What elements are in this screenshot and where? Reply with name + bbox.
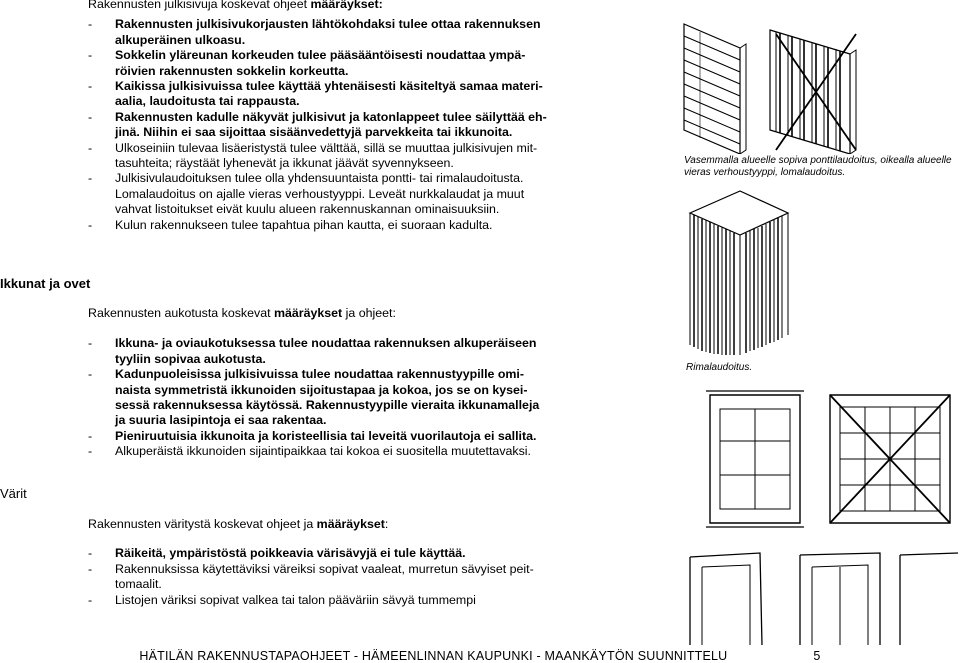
list-item-line: naista symmetristä ikkunoiden sijoitustapaa ja kokoa, jos se on kysei- (115, 382, 528, 397)
list-item-line: sessä rakennuksessa käytössä. Rakennustyypille vieraita ikkunamalleja (115, 398, 540, 413)
list-item (88, 593, 668, 608)
list-item (88, 429, 668, 444)
tongue-groove-cladding-sketch (684, 24, 746, 154)
list-item-line: alkuperäinen ulkoasu. (115, 32, 246, 47)
window-requirements-list (88, 336, 668, 459)
traditional-window-sketch (706, 391, 804, 527)
list-item (88, 110, 668, 141)
list-item-line: Listojen väriksi sopivat valkea tai talon pääväriin sävyä tummempi (115, 592, 476, 607)
bullet-dash: - (88, 79, 93, 94)
bullet-dash: - (88, 561, 93, 576)
bullet-dash: - (88, 592, 93, 607)
list-item-line: Alkuperäistä ikkunoiden sijaintipaikkaa tai kokoa ei suositella muutettavaksi. (115, 444, 531, 459)
bullet-dash: - (88, 109, 93, 124)
bullet-dash: - (88, 217, 93, 232)
list-item-line: tasuhteita; räystäät lyhenevät ja ikkunat jäävät syvennykseen. (115, 156, 454, 171)
bullet-dash: - (88, 428, 93, 443)
list-item-line: Kadunpuoleisissa julkisivuissa tulee noudattaa rakennustyypille omi- (115, 367, 525, 382)
list-item-line: Rakennusten kadulle näkyvät julkisivut ja katonlappeet tulee säilyttää eh- (115, 109, 547, 124)
list-item-line: tyyliin sopivaa aukotusta. (115, 351, 266, 366)
section-intro: Rakennusten väritystä koskevat ohjeet ja määräykset: (88, 517, 389, 531)
list-item (88, 141, 668, 172)
list-item-line: Julkisivulaudoituksen tulee olla yhdensuuntaista pontti- tai rimalaudoitusta. (115, 171, 524, 186)
list-item-line: Ikkuna- ja oviaukotuksessa tulee noudattaa rakennuksen alkuperäiseen (115, 336, 537, 351)
list-item-line: Lomalaudoitus on ajalle vieras verhoustyyppi. Leveät nurkkalaudat ja muut (115, 186, 525, 201)
list-item-line: Kulun rakennukseen tulee tapahtua pihan kautta, ei suoraan kadulta. (115, 217, 493, 232)
list-item-line: Pieniruutuisia ikkunoita ja koristeellisia tai leveitä vuorilautoja ei sallita. (115, 428, 537, 443)
bullet-dash: - (88, 48, 93, 63)
section-heading: Värit (0, 486, 27, 501)
section-intro: Rakennusten aukotusta koskevat määräykset ja ohjeet: (88, 306, 396, 320)
list-item-line: Ulkoseiniin tulevaa lisäeristystä tulee välttää, sillä se muuttaa julkisivujen mit- (115, 140, 538, 155)
bullet-dash: - (88, 367, 93, 382)
section-heading: Ikkunat ja ovet (0, 276, 91, 291)
list-item-line: jinä. Niihin ei saa sijoittaa sisäänvedettyjä parvekkeita tai ikkunoita. (115, 125, 513, 140)
list-item (88, 79, 668, 110)
list-item-line: Kaikissa julkisivuissa tulee käyttää yhtenäisesti käsiteltyä samaa materi- (115, 79, 543, 94)
bullet-dash: - (88, 444, 93, 459)
page-footer: HÄTILÄN RAKENNUSTAPAOHJEET - HÄMEENLINNAN KAUPUNKI - MAANKÄYTÖN SUUNNITTELU 5 (139, 649, 821, 663)
list-item-line: röivien rakennusten sokkelin korkeutta. (115, 63, 349, 78)
bullet-dash: - (88, 171, 93, 186)
list-item (88, 444, 668, 459)
list-item-line: Rakennusten julkisivukorjausten lähtökohdaksi tulee ottaa rakennuksen (115, 17, 541, 32)
list-item-line: ja suuria lasipintoja ei saa rakentaa. (115, 413, 327, 428)
list-item-line: aalia, laudoitusta tai rappausta. (115, 94, 300, 109)
figure-caption: Rimalaudoitus. (686, 362, 753, 373)
list-item-line: Sokkelin yläreunan korkeuden tulee pääsääntöisesti noudattaa ympä- (115, 48, 526, 63)
window-comparison-illustration (680, 385, 960, 645)
bullet-dash: - (88, 546, 93, 561)
list-item (88, 367, 668, 429)
section-windows (88, 306, 668, 460)
list-item-line: Rakennuksissa käytettäviksi väreiksi sopivat vaaleat, murretun sävyiset peit- (115, 561, 534, 576)
list-item (88, 336, 668, 367)
section-colors (88, 517, 668, 608)
list-item-line: vahvat listoitukset eivät kuulu alueen rakennuskannan ominaisuuksiin. (115, 202, 500, 217)
bullet-dash: - (88, 140, 93, 155)
list-item-line: Räikeitä, ympäristöstä poikkeavia värisävyjä ei tule käyttää. (115, 546, 466, 561)
list-item (88, 17, 668, 48)
figure-caption: Vasemmalla alueelle sopiva ponttilaudoitus, oikealla alueelle vieras verhoustyyppi, lomalaudoitus. (684, 155, 952, 178)
section-intro: Rakennusten julkisivuja koskevat ohjeet määräykset: (88, 0, 383, 11)
list-item (88, 48, 668, 79)
bullet-dash: - (88, 336, 93, 351)
list-item (88, 562, 668, 593)
list-item (88, 218, 668, 233)
section-facades (88, 0, 668, 233)
list-item-line: tomaalit. (115, 577, 162, 592)
facade-requirements-list (88, 17, 668, 233)
page-number: 5 (813, 649, 821, 663)
window-frame-sketch (690, 553, 958, 645)
batten-cladding-corner-illustration (684, 185, 794, 355)
board-batten-cladding-sketch (770, 30, 856, 154)
color-guidelines-list (88, 546, 668, 608)
list-item (88, 171, 668, 217)
bullet-dash: - (88, 17, 93, 32)
cladding-comparison-illustration (680, 14, 960, 154)
list-item (88, 546, 668, 561)
